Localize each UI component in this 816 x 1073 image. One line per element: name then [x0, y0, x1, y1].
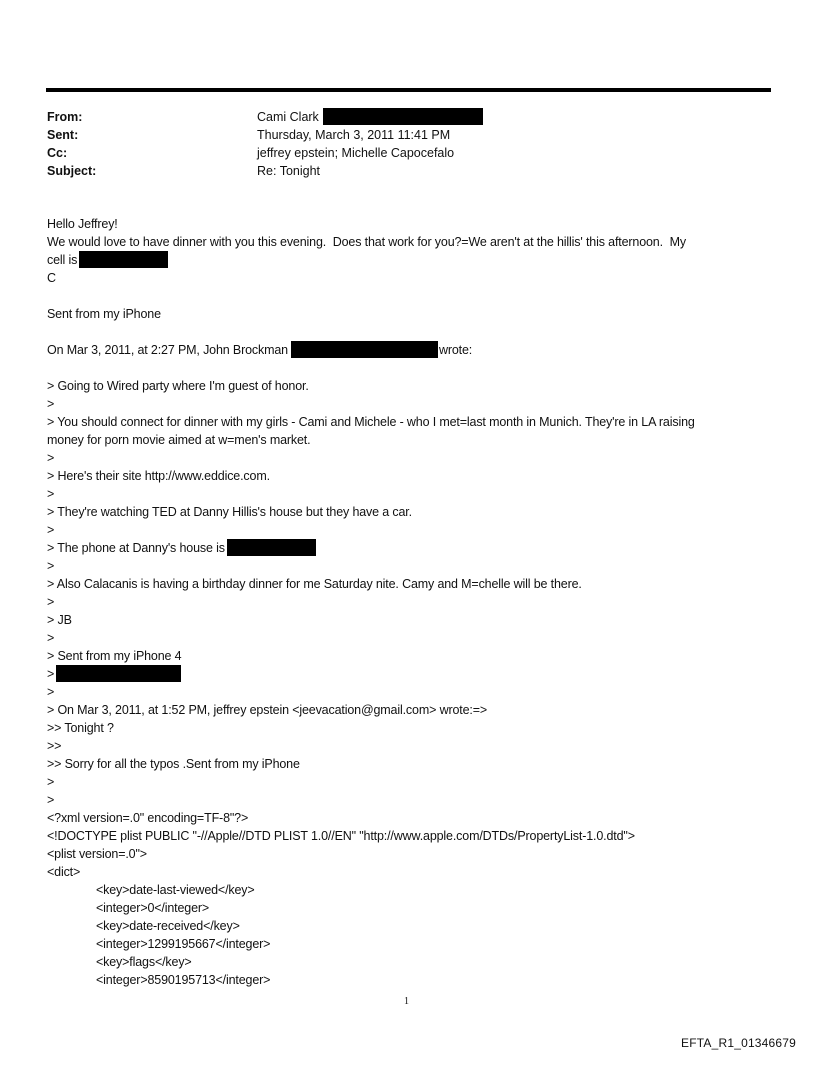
- from-label: From:: [47, 110, 83, 124]
- body-line: > Also Calacanis is having a birthday dinner for me Saturday nite. Camy and M=chelle will be there.: [47, 577, 582, 591]
- plist-line: <integer>8590195713</integer>: [96, 973, 271, 987]
- body-line: <dict>: [47, 865, 81, 879]
- body-line: >: [47, 793, 55, 807]
- plist-line: <key>date-last-viewed</key>: [96, 883, 255, 897]
- body-line: >>: [47, 739, 62, 753]
- body-line: > Here's their site http://www.eddice.com.: [47, 469, 270, 483]
- redaction-from-email: [323, 108, 483, 125]
- body-line: >: [47, 631, 55, 645]
- body-line: money for porn movie aimed at w=men's market.: [47, 433, 311, 447]
- body-line-segment: wrote:: [438, 343, 473, 357]
- body-line: <plist version=.0">: [47, 847, 147, 861]
- cc-label: Cc:: [47, 146, 68, 160]
- body-line: >: [47, 595, 55, 609]
- body-line: [47, 359, 695, 377]
- sent-value: Thursday, March 3, 2011 11:41 PM: [257, 128, 451, 142]
- body-line: Hello Jeffrey!: [47, 217, 118, 231]
- body-line: >: [47, 559, 55, 573]
- body-line: > They're watching TED at Danny Hillis's house but they have a car.: [47, 505, 412, 519]
- body-line: >: [47, 685, 55, 699]
- body-line: [47, 323, 695, 341]
- body-line: >: [47, 451, 55, 465]
- body-line: [47, 251, 695, 269]
- body-line: > Sent from my iPhone 4: [47, 649, 182, 663]
- body-line: <?xml version=.0" encoding=TF-8"?>: [47, 811, 249, 825]
- body-line: > On Mar 3, 2011, at 1:52 PM, jeffrey epstein <jeevacation@gmail.com> wrote:=>: [47, 703, 488, 717]
- subject-value: Re: Tonight: [257, 164, 321, 178]
- body-line-segment: On Mar 3, 2011, at 2:27 PM, John Brockman: [47, 343, 288, 357]
- cc-value: jeffrey epstein; Michelle Capocefalo: [257, 146, 455, 160]
- body-line: >: [47, 397, 55, 411]
- body-line: [47, 341, 695, 359]
- body-line: Sent from my iPhone: [47, 307, 161, 321]
- plist-line: <integer>0</integer>: [96, 901, 210, 915]
- body-line: >: [47, 523, 55, 537]
- body-line: >> Tonight ?: [47, 721, 114, 735]
- body-line: [47, 539, 695, 557]
- redaction-cell-number: [79, 251, 168, 268]
- body-line-segment: >: [47, 667, 55, 681]
- body-line: C: [47, 271, 56, 285]
- body-line-segment: > The phone at Danny's house is: [47, 541, 225, 555]
- subject-label: Subject:: [47, 164, 97, 178]
- body-line: > You should connect for dinner with my girls - Cami and Michele - who I met=last month in Munich. They're in LA raising: [47, 415, 695, 429]
- body-line: >: [47, 775, 55, 789]
- redaction-brockman-email: [291, 341, 438, 358]
- redaction-danny-phone: [227, 539, 316, 556]
- body-line: > Going to Wired party where I'm guest of honor.: [47, 379, 309, 393]
- body-line: > JB: [47, 613, 72, 627]
- header-rule: [46, 88, 771, 92]
- email-header: [47, 108, 483, 180]
- body-line: [47, 665, 695, 683]
- from-value: Cami Clark: [257, 110, 319, 124]
- body-line: >: [47, 487, 55, 501]
- plist-line: <integer>1299195667</integer>: [96, 937, 271, 951]
- body-line: We would love to have dinner with you this evening. Does that work for you?=We aren't at the hillis' this afternoon. My: [47, 235, 686, 249]
- plist-line: <key>date-received</key>: [96, 919, 240, 933]
- body-line: [47, 287, 695, 305]
- sent-label: Sent:: [47, 128, 79, 142]
- page-number: 1: [404, 996, 409, 1007]
- redaction-signature: [56, 665, 181, 682]
- body-line-segment: cell is: [47, 253, 78, 267]
- body-line: >> Sorry for all the typos .Sent from my iPhone: [47, 757, 300, 771]
- email-body: [47, 215, 695, 989]
- body-line: <!DOCTYPE plist PUBLIC "-//Apple//DTD PLIST 1.0//EN" "http://www.apple.com/DTDs/PropertyList-1.0.dtd">: [47, 829, 635, 843]
- bates-number: EFTA_R1_01346679: [681, 1036, 797, 1050]
- plist-line: <key>flags</key>: [96, 955, 192, 969]
